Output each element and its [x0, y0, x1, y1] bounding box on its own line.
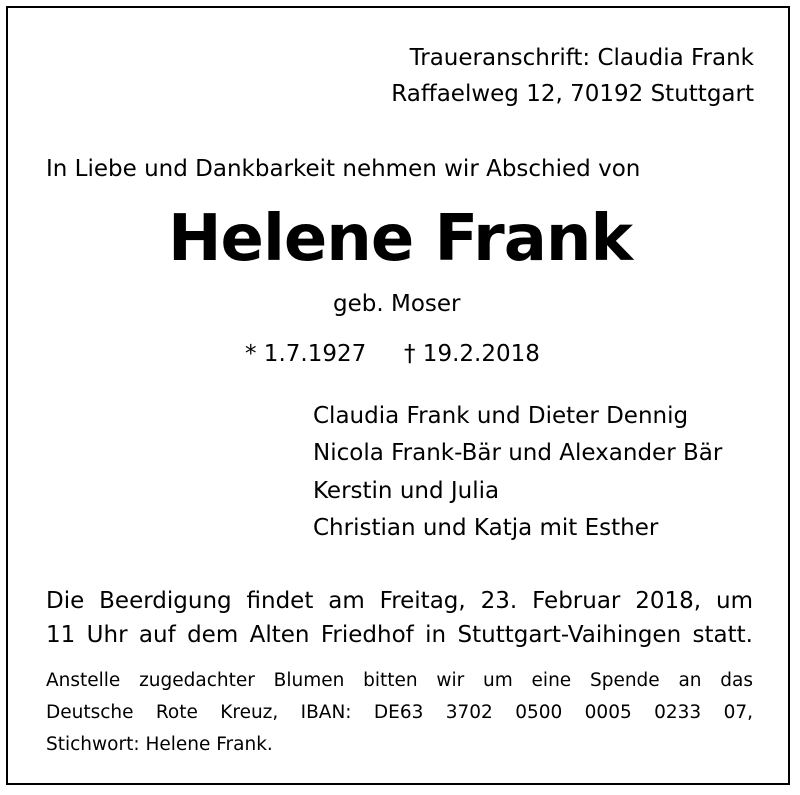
mourning-address-line-2: Raffaelweg 12, 70192 Stuttgart — [391, 81, 754, 107]
mourner-line-1: Claudia Frank und Dieter Dennig — [313, 403, 689, 429]
birth-date: * 1.7.1927 — [245, 341, 367, 367]
deceased-name: Helene Frank — [167, 202, 633, 276]
birth-name: geb. Moser — [333, 291, 461, 317]
donation-line-2: Deutsche Rote Kreuz, IBAN: DE63 3702 0500 0005 0233 07, — [46, 702, 753, 723]
mourner-line-3: Kerstin und Julia — [313, 478, 500, 504]
mourner-line-4: Christian und Katja mit Esther — [313, 515, 659, 541]
funeral-info-line-1: Die Beerdigung findet am Freitag, 23. Februar 2018, um — [46, 588, 753, 614]
mourner-line-2: Nicola Frank-Bär und Alexander Bär — [313, 440, 723, 466]
donation-line-3: Stichwort: Helene Frank. — [46, 734, 273, 755]
funeral-info-line-2: 11 Uhr auf dem Alten Friedhof in Stuttgart-Vaihingen statt. — [46, 622, 753, 648]
intro-text: In Liebe und Dankbarkeit nehmen wir Abschied von — [46, 156, 641, 182]
mourning-address-line-1: Traueranschrift: Claudia Frank — [409, 45, 754, 71]
death-date: † 19.2.2018 — [404, 341, 540, 367]
donation-line-1: Anstelle zugedachter Blumen bitten wir um eine Spende an das — [46, 670, 753, 691]
